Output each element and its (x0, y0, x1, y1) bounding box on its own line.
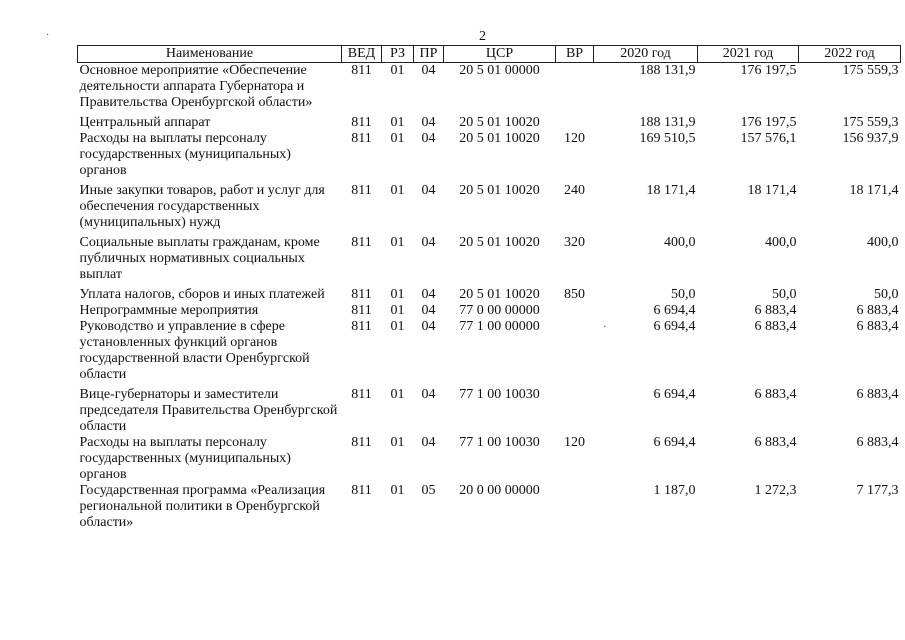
cell-csr: 20 5 01 10020 (459, 287, 540, 302)
cell-pr: 05 (421, 483, 436, 498)
cell-2021: 50,0 (772, 287, 797, 302)
cell-vr (556, 63, 594, 112)
cell-vr (556, 383, 594, 435)
header-ved: ВЕД (342, 46, 382, 63)
cell-2021: 157 576,1 (740, 131, 797, 146)
cell-name: Социальные выплаты гражданам, кроме публичных нормативных социальных выплат (79, 235, 320, 282)
header-2022: 2022 год (799, 46, 901, 63)
cell-2022: 6 883,4 (856, 387, 899, 402)
cell-ved: 811 (351, 63, 372, 78)
cell-2020: 6 694,4 (653, 303, 696, 318)
cell-name: Основное мероприятие «Обеспечение деятельности аппарата Губернатора и Правительства Оренбургской области» (79, 63, 313, 110)
cell-csr: 20 5 01 10020 (459, 235, 540, 250)
cell-csr: 20 5 01 10020 (459, 115, 540, 130)
table-body (78, 63, 901, 532)
cell-vr (556, 111, 594, 131)
table-row (78, 231, 901, 283)
cell-2021: 18 171,4 (747, 183, 797, 198)
cell-vr (556, 319, 594, 383)
cell-name: Руководство и управление в сфере установленных функций органов государственной власти Оренбургской области (79, 319, 310, 382)
cell-2022: 400,0 (867, 235, 899, 250)
cell-2020: 6 694,4 (653, 387, 696, 402)
cell-ved: 811 (351, 303, 372, 318)
cell-pr: 04 (421, 387, 436, 402)
cell-csr: 77 1 00 10030 (459, 387, 540, 402)
cell-2022: 7 177,3 (856, 483, 899, 498)
scan-speck: · (603, 322, 607, 333)
scan-speck: · (46, 30, 50, 41)
cell-pr: 04 (421, 63, 436, 78)
cell-vr: 240 (564, 183, 585, 198)
cell-2021: 1 272,3 (754, 483, 797, 498)
cell-2021: 400,0 (765, 235, 797, 250)
cell-rz: 01 (390, 483, 405, 498)
cell-2021: 6 883,4 (754, 319, 797, 334)
page-number: 2 (479, 29, 486, 44)
cell-2022: 6 883,4 (856, 435, 899, 450)
cell-rz: 01 (390, 183, 405, 198)
cell-csr: 77 1 00 00000 (459, 319, 540, 334)
header-csr: ЦСР (444, 46, 556, 63)
cell-2022: 6 883,4 (856, 319, 899, 334)
table-row (78, 283, 901, 303)
cell-ved: 811 (351, 183, 372, 198)
cell-rz: 01 (390, 435, 405, 450)
budget-table (77, 45, 901, 531)
cell-pr: 04 (421, 235, 436, 250)
cell-ved: 811 (351, 235, 372, 250)
cell-ved: 811 (351, 319, 372, 334)
cell-ved: 811 (351, 483, 372, 498)
cell-name: Центральный аппарат (79, 115, 211, 130)
cell-name: Иные закупки товаров, работ и услуг для обеспечения государственных (муниципальных) нужд (79, 183, 325, 230)
cell-2021: 176 197,5 (740, 63, 797, 78)
cell-name: Непрограммные мероприятия (79, 303, 259, 318)
cell-rz: 01 (390, 63, 405, 78)
table-row (78, 435, 901, 483)
cell-rz: 01 (390, 115, 405, 130)
cell-pr: 04 (421, 303, 436, 318)
cell-2020: 6 694,4 (653, 435, 696, 450)
cell-vr: 120 (564, 435, 585, 450)
table-row (78, 131, 901, 179)
cell-ved: 811 (351, 115, 372, 130)
cell-vr: 120 (564, 131, 585, 146)
header-name: Наименование (78, 46, 342, 63)
cell-csr: 20 5 01 00000 (459, 63, 540, 78)
cell-csr: 20 5 01 10020 (459, 183, 540, 198)
cell-pr: 04 (421, 115, 436, 130)
header-rz: РЗ (382, 46, 414, 63)
table-row (78, 179, 901, 231)
cell-2021: 6 883,4 (754, 387, 797, 402)
table-header-row (78, 46, 901, 63)
cell-name: Расходы на выплаты персоналу государственных (муниципальных) органов (79, 435, 291, 482)
table-row (78, 111, 901, 131)
header-vr: ВР (556, 46, 594, 63)
cell-pr: 04 (421, 131, 436, 146)
cell-rz: 01 (390, 303, 405, 318)
cell-name: Расходы на выплаты персоналу государственных (муниципальных) органов (79, 131, 291, 178)
table-row (78, 383, 901, 435)
cell-2022: 175 559,3 (842, 115, 899, 130)
cell-2022: 175 559,3 (842, 63, 899, 78)
cell-vr: 850 (564, 287, 585, 302)
cell-rz: 01 (390, 387, 405, 402)
cell-vr (556, 483, 594, 531)
cell-2020: 169 510,5 (639, 131, 696, 146)
cell-2021: 6 883,4 (754, 435, 797, 450)
header-2020: 2020 год (594, 46, 698, 63)
cell-2022: 6 883,4 (856, 303, 899, 318)
cell-name: Уплата налогов, сборов и иных платежей (79, 287, 325, 302)
cell-vr (556, 303, 594, 319)
cell-rz: 01 (390, 287, 405, 302)
cell-pr: 04 (421, 319, 436, 334)
table-row (78, 303, 901, 319)
cell-2020: 50,0 (671, 287, 696, 302)
cell-2020: 188 131,9 (639, 63, 696, 78)
cell-csr: 77 1 00 10030 (459, 435, 540, 450)
header-pr: ПР (414, 46, 444, 63)
table-row (78, 63, 901, 112)
cell-csr: 20 0 00 00000 (459, 483, 540, 498)
header-2021: 2021 год (698, 46, 799, 63)
cell-pr: 04 (421, 183, 436, 198)
cell-2022: 50,0 (874, 287, 899, 302)
cell-2021: 176 197,5 (740, 115, 797, 130)
cell-ved: 811 (351, 131, 372, 146)
cell-rz: 01 (390, 235, 405, 250)
cell-2020: 400,0 (664, 235, 696, 250)
cell-name: Вице-губернаторы и заместители председателя Правительства Оренбургской области (79, 387, 338, 434)
table-row (78, 483, 901, 531)
cell-2022: 156 937,9 (842, 131, 899, 146)
cell-rz: 01 (390, 131, 405, 146)
cell-pr: 04 (421, 435, 436, 450)
cell-name: Государственная программа «Реализация региональной политики в Оренбургской области» (79, 483, 326, 530)
cell-2020: 188 131,9 (639, 115, 696, 130)
table-row (78, 319, 901, 383)
cell-rz: 01 (390, 319, 405, 334)
cell-vr: 320 (564, 235, 585, 250)
cell-ved: 811 (351, 287, 372, 302)
cell-csr: 77 0 00 00000 (459, 303, 540, 318)
cell-2020: 6 694,4 (653, 319, 696, 334)
cell-ved: 811 (351, 387, 372, 402)
cell-ved: 811 (351, 435, 372, 450)
cell-2021: 6 883,4 (754, 303, 797, 318)
cell-csr: 20 5 01 10020 (459, 131, 540, 146)
cell-2022: 18 171,4 (849, 183, 899, 198)
cell-2020: 18 171,4 (646, 183, 696, 198)
cell-2020: 1 187,0 (653, 483, 696, 498)
cell-pr: 04 (421, 287, 436, 302)
